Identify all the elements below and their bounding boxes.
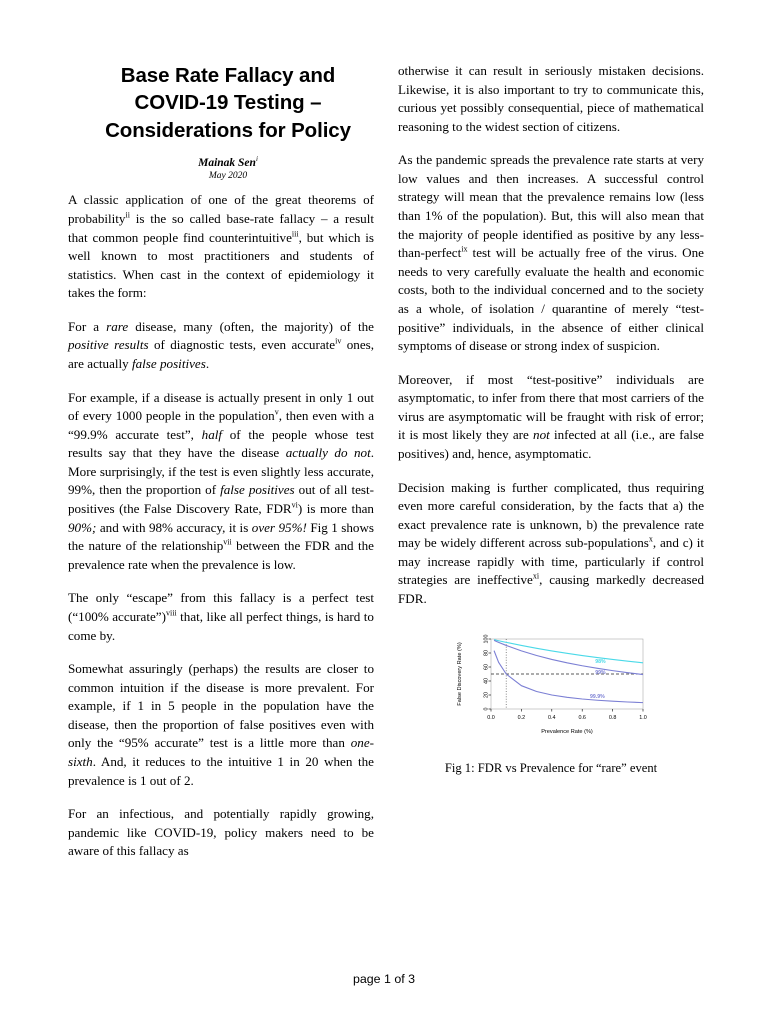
title-line-1: Base Rate Fallacy and — [120, 64, 336, 87]
paragraph-p2 — [68, 318, 374, 374]
emphasis: not — [533, 427, 550, 443]
emphasis: half — [201, 426, 223, 442]
emphasis: over 95%! — [251, 519, 307, 535]
title-block — [68, 62, 388, 181]
x-tick-label: 0.0 — [487, 714, 495, 721]
text-run: test will be actually free of the virus. One needs to very carefully evaluate the health and economic costs, both to the individual concerned and to the society as a whole, of isolation / quarantine of merely “test-positive” individuals, in the absence of either clinical symptoms of disease or strong index of suspicion. — [398, 245, 704, 354]
emphasis: false positives — [131, 356, 206, 371]
paragraph-p1 — [68, 191, 374, 302]
footnote-marker: xi — [532, 572, 540, 582]
curve-99% — [494, 640, 643, 674]
emphasis: positive results — [68, 337, 149, 353]
text-run: , then even with a “99.9% accurate test”, — [68, 408, 375, 442]
x-tick-label: 0.6 — [578, 714, 586, 721]
text-run: For an infectious, and potentially rapidly growing, pandemic like COVID-19, policy makers need to be aware of this fallacy as — [68, 806, 374, 859]
emphasis: rare — [106, 318, 129, 334]
text-run: Decision making is further complicated, thus requiring even more careful consideration, by the facts that a) the exact prevalence rate is unknown, b) the prevalence rate may be widely different across sub-populations — [398, 479, 704, 551]
text-run: Somewhat assuringly (perhaps) the results are closer to common intuition if the disease is more prevalent. For example, if 1 in 5 people in the population have the disease, then the proportion of false positives even with only the “95% accurate” test is a little more than — [68, 661, 374, 751]
text-run: ) is more than — [297, 501, 374, 517]
series-label-99.9%: 99.9% — [590, 693, 605, 700]
curve-99.9% — [494, 650, 643, 702]
text-run: , but which is well known to most practitioners and students of statistics. When cast in the context of epidemiology it takes the form: — [68, 229, 374, 301]
figure-1 — [398, 631, 704, 776]
x-tick-label: 0.4 — [548, 714, 556, 721]
text-run: . — [205, 356, 210, 371]
y-tick-label: 0 — [483, 707, 490, 711]
paragraph-p9 — [398, 371, 704, 464]
footnote-marker: v — [274, 407, 279, 417]
author-byline — [68, 155, 388, 171]
footnote-marker: ix — [461, 244, 468, 254]
paragraph-p5 — [68, 660, 374, 790]
paragraph-p6 — [68, 805, 374, 861]
text-run: disease, many (often, the majority) of the — [128, 318, 374, 334]
figure-caption: Fig 1: FDR vs Prevalence for “rare” event — [444, 760, 658, 775]
paragraph-p7 — [398, 62, 704, 136]
text-run: is the so called base-rate fallacy – a result that common people find counterintuitive — [68, 210, 374, 245]
emphasis: actually do not — [285, 445, 371, 461]
text-run: ones, are actually — [68, 337, 375, 371]
text-run: . And, it reduces to the intuitive 1 in 20 when the prevalence is 1 out of 2. — [68, 753, 374, 788]
paragraph-p10 — [398, 479, 704, 609]
text-run: For example, if a disease is actually present in only 1 out of every 1000 people in the population — [68, 389, 374, 424]
text-run: Fig 1 shows the nature of the relationship — [68, 519, 375, 554]
series-label-98%: 98% — [595, 658, 606, 665]
text-run: otherwise it can result in seriously mistaken decisions. Likewise, it is also important to try to communicate this, curious yet possibly consequential, piece of mathematical reasoning to the widest section of citizens. — [398, 63, 704, 134]
text-run: , and c) it may increase rapidly with time, particularly if control strategies are ineffective — [398, 535, 704, 588]
text-run: A classic application of one of the great theorems of probability — [68, 192, 374, 226]
publication-date: May 2020 — [208, 171, 248, 182]
emphasis: 90%; — [68, 519, 97, 535]
text-run: As the pandemic spreads the prevalence rate starts at very low values and then increases. A successful control strategy will mean that the prevalence remains low (less than 1% of the population). But, this will also mean that the majority of people identified as positive by any less-than-perfect — [398, 152, 704, 261]
fdr-vs-prevalence-chart — [451, 631, 651, 746]
x-tick-label: 0.8 — [608, 714, 617, 721]
footnote-marker: ii — [125, 210, 130, 220]
text-run: of diagnostic tests, even accurate — [148, 337, 336, 353]
text-run: Moreover, if most “test-positive” individuals are asymptomatic, to infer from there that most carriers of the virus are asymptomatic will be fraught with risk of error; it is most likely they are — [398, 371, 704, 443]
y-tick-label: 20 — [483, 691, 490, 698]
author-name: Mainak Sen — [198, 156, 256, 169]
text-run: and with 98% accuracy, it is — [96, 519, 252, 535]
right-column-body — [398, 62, 704, 609]
left-column — [68, 62, 374, 876]
text-run: For a — [68, 318, 107, 334]
text-run: . More surprisingly, if the test is even slightly less accurate, 99%, then the proportion of — [68, 445, 374, 498]
left-column-body — [68, 191, 374, 861]
text-run: out of all test-positives (the False Discovery Rate, FDR — [68, 482, 374, 517]
footnote-marker: vii — [223, 537, 232, 547]
x-tick-label: 0.2 — [517, 714, 526, 721]
x-tick-label: 1.0 — [639, 714, 647, 721]
footnote-marker: vi — [291, 500, 298, 510]
author-footnote-marker: i — [255, 154, 258, 163]
footnote-marker: viii — [165, 608, 177, 618]
y-axis-label: False Discovery Rate (%) — [457, 641, 463, 706]
footnote-marker: iii — [291, 229, 299, 239]
page-footer: page 1 of 3 — [352, 972, 415, 986]
paragraph-p3 — [68, 389, 374, 575]
title-line-3: Considerations for Policy — [105, 118, 351, 142]
y-tick-label: 100 — [483, 634, 490, 644]
title-line-2: COVID-19 Testing – — [134, 91, 322, 115]
series-label-99%: 99% — [595, 669, 606, 676]
footnote-marker: x — [648, 534, 653, 544]
text-run: infected at all (i.e., are false positives) and, hence, asymptomatic. — [398, 427, 704, 461]
text-run: between the FDR and the prevalence rate when the prevalence is low. — [68, 538, 374, 572]
text-run: The only “escape” from this fallacy is a perfect test (“100% accurate”) — [68, 590, 374, 624]
right-column — [398, 62, 704, 776]
emphasis: one-sixth — [68, 735, 374, 769]
page-title — [68, 62, 388, 144]
text-run: that, like all perfect things, is hard to come by. — [68, 608, 374, 643]
paragraph-p8 — [398, 151, 704, 355]
text-run: , causing markedly decreased FDR. — [398, 572, 704, 607]
footnote-marker: iv — [335, 337, 342, 347]
x-axis-label: Prevalence Rate (%) — [541, 728, 593, 735]
text-run: of the people whose test results say that they have the disease — [68, 426, 375, 461]
y-tick-label: 60 — [483, 663, 490, 670]
chart-canvas — [451, 631, 651, 746]
y-tick-label: 40 — [483, 677, 490, 684]
emphasis: false positives — [220, 482, 295, 498]
y-tick-label: 80 — [483, 649, 490, 656]
paragraph-p4 — [68, 589, 374, 645]
curve-98% — [494, 639, 643, 662]
